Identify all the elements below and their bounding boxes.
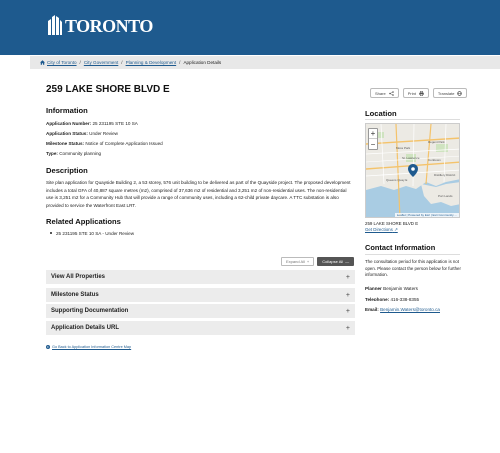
- accordion-view-all-properties[interactable]: [46, 270, 355, 284]
- breadcrumb-separator: /: [121, 60, 123, 65]
- related-application-label: 25 231195 STE 10 SA - Under Review: [56, 230, 135, 236]
- map-label: Port Lands: [438, 194, 453, 198]
- map-label: Corktown: [428, 158, 441, 162]
- logo-text: TORONTO: [65, 16, 153, 36]
- breadcrumb-link-city-government[interactable]: City Government: [83, 60, 119, 65]
- application-type-label: Type:: [46, 151, 58, 156]
- breadcrumb-link-planning[interactable]: Planning & Development: [125, 60, 177, 65]
- back-link-label: Go Back to Application Information Centre Map: [52, 345, 132, 349]
- minus-icon: —: [345, 259, 350, 264]
- contact-telephone-clip: [365, 297, 465, 301]
- plus-icon: +: [345, 324, 350, 332]
- share-icon: [389, 91, 394, 96]
- printer-icon: [419, 91, 424, 96]
- map-zoom-controls: [368, 128, 378, 150]
- milestone-status-label: Milestone Status:: [46, 141, 85, 146]
- expand-all-button[interactable]: [281, 257, 314, 266]
- milestone-status-value: Notice of Complete Application Issued: [85, 141, 163, 146]
- arrow-left-circle-icon: [46, 345, 50, 349]
- plus-icon: +: [345, 291, 350, 299]
- breadcrumb: [30, 56, 500, 69]
- main-content: [46, 106, 356, 236]
- zoom-out-button[interactable]: −: [370, 139, 376, 149]
- accordion-controls: [281, 257, 354, 266]
- collapse-all-button[interactable]: [317, 257, 354, 266]
- share-label: Share: [375, 90, 386, 96]
- application-status-value: Under Review: [89, 131, 118, 136]
- external-link-icon: ↗: [394, 227, 398, 232]
- accordion-label: View All Properties: [51, 274, 106, 280]
- plus-icon: +: [345, 307, 350, 315]
- page-actions: [370, 88, 467, 98]
- location-divider: [365, 119, 460, 120]
- milestone-status: [46, 141, 356, 146]
- map-label: Distillery District: [434, 173, 456, 177]
- contact-telephone: [365, 297, 465, 301]
- application-type-value: Community planning: [59, 151, 102, 156]
- get-directions-link[interactable]: [365, 227, 398, 233]
- map-label: Regent Park: [428, 140, 445, 144]
- contact-heading: Contact Information: [365, 243, 436, 252]
- city-hall-icon: [47, 15, 63, 35]
- contact-text: The consultation period for this application is not open. Please contact the person below for further information.: [365, 259, 461, 278]
- breadcrumb-link-city-of-toronto[interactable]: City of Toronto: [47, 60, 77, 65]
- description-heading: Description: [46, 166, 88, 175]
- map-pin-icon[interactable]: [408, 164, 418, 177]
- map-label: Moss Park: [396, 146, 411, 150]
- application-number-value: 25 231195 STE 10 SA: [92, 121, 138, 126]
- plus-icon: +: [306, 259, 310, 264]
- planner-label: Planner: [365, 286, 382, 291]
- breadcrumb-current: Application Details: [183, 60, 222, 65]
- bullet-icon: [50, 232, 52, 234]
- contact-planner: [365, 286, 418, 291]
- print-button[interactable]: [403, 88, 429, 98]
- translate-label: Translate: [437, 90, 455, 96]
- site-header: [0, 0, 500, 55]
- zoom-in-button[interactable]: +: [370, 129, 376, 138]
- accordion-label: Supporting Documentation: [51, 308, 129, 314]
- application-number: [46, 121, 356, 126]
- email-link[interactable]: Benjamin.Waters@toronto.ca: [380, 307, 440, 312]
- location-heading: Location: [365, 109, 397, 118]
- print-label: Print: [407, 90, 416, 96]
- expand-all-label: Expand All: [286, 259, 305, 264]
- email-label: Email:: [365, 307, 379, 312]
- plus-icon: +: [345, 273, 350, 281]
- related-applications-heading: Related Applications: [46, 216, 121, 226]
- accordion-label: Milestone Status: [51, 292, 99, 298]
- collapse-all-label: Collapse All: [322, 259, 344, 264]
- telephone-value: 416-338-8355: [390, 297, 420, 301]
- breadcrumb-separator: /: [179, 60, 181, 65]
- translate-button[interactable]: [433, 88, 468, 98]
- information-heading: Information: [46, 106, 88, 115]
- map-label: St. Lawrence: [402, 156, 420, 160]
- contact-email: [365, 307, 440, 312]
- application-status: [46, 131, 356, 136]
- planner-name: Benjamin Waters: [383, 286, 418, 291]
- get-directions-label: Get Directions: [365, 227, 393, 232]
- application-status-label: Application Status:: [46, 131, 88, 136]
- telephone-label: Telephone:: [365, 297, 390, 301]
- application-number-label: Application Number:: [46, 121, 92, 126]
- location-map[interactable]: [365, 123, 460, 218]
- accordion-milestone-status[interactable]: [46, 288, 355, 302]
- map-label: Queens Quay E: [386, 178, 408, 182]
- share-button[interactable]: [370, 88, 399, 98]
- accordion-supporting-documentation[interactable]: [46, 304, 355, 318]
- location-address: 259 LAKE SHORE BLVD E: [365, 221, 419, 226]
- globe-icon: [457, 91, 462, 96]
- application-type: [46, 151, 356, 156]
- breadcrumb-separator: /: [79, 60, 81, 65]
- accordion-application-details-url[interactable]: [46, 321, 355, 335]
- page-title: 259 LAKE SHORE BLVD E: [46, 84, 170, 95]
- description-text: Site plan application for Quayside Building 2, a 53 storey, 576 unit building to be delivered as part of the Quayside project. The proposed development includes a total GFA of 40,887 square metres (m2), comprised of 37,636 m2 of residential and 3,251 m2 of non-residential uses. The non-residential use is 3,251 m2 for a Community Hub that will provide a range of community uses, including a 62-child private daycare. A TTC substation is also provided to service the Waterfront East LRT.: [46, 180, 351, 209]
- map-attribution[interactable]: Leaflet | Powered by Esri | Esri Community ...: [396, 213, 457, 217]
- contact-divider: [365, 254, 460, 255]
- back-to-map-link[interactable]: [46, 345, 131, 349]
- home-icon[interactable]: [40, 60, 45, 65]
- accordion-label: Application Details URL: [51, 325, 120, 331]
- toronto-logo[interactable]: [47, 15, 153, 35]
- list-item: [46, 231, 356, 236]
